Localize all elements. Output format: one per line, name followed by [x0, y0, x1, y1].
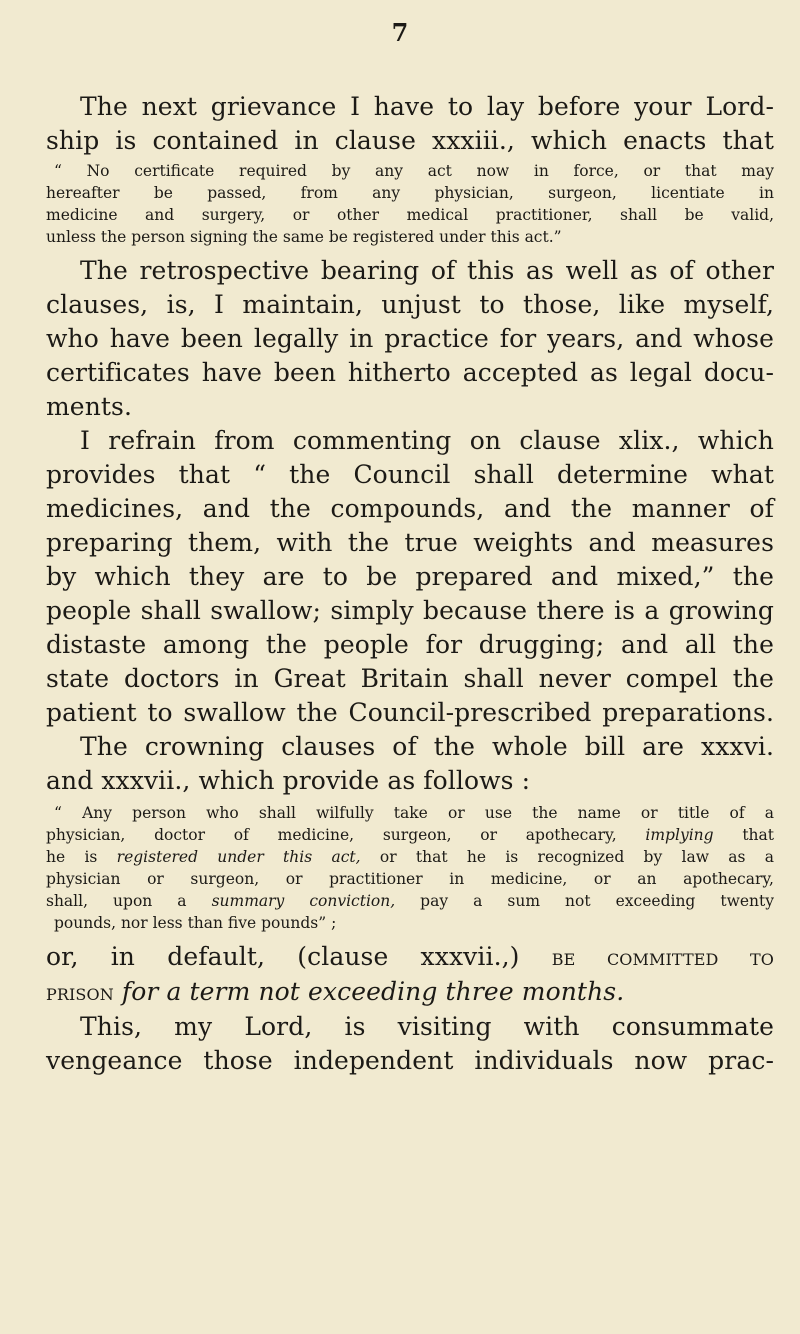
- quote-line: hereafter be passed, from any physician, surgeon, licentiate in: [46, 184, 774, 202]
- quote-line: physician or surgeon, or practitioner in medicine, or an apothecary,: [46, 870, 774, 888]
- text-line: The next grievance I have to lay before your Lord-: [80, 92, 774, 121]
- text-line: ship is contained in clause xxxiii., which enacts that: [46, 126, 774, 155]
- paragraph-1: [46, 90, 774, 158]
- text-line: The retrospective bearing of this as well as of other: [80, 256, 774, 285]
- text-line: [46, 975, 774, 1010]
- quote-text: that: [713, 826, 775, 844]
- small-caps-text: prison: [46, 980, 114, 1006]
- text-line: This, my Lord, is visiting with consummate: [80, 1012, 774, 1041]
- text-line: by which they are to be prepared and mixed,” the: [46, 562, 774, 591]
- paragraph-2: [46, 254, 774, 424]
- italic-text: for a term not exceeding three months.: [113, 977, 625, 1006]
- text-line: preparing them, with the true weights and measures: [46, 528, 774, 557]
- text-line: I refrain from commenting on clause xlix., which: [80, 426, 774, 455]
- paragraph-5: [46, 940, 774, 1010]
- quote-line: [46, 846, 774, 868]
- quote-text: he is: [46, 848, 117, 866]
- quotation-clause-xxxiii: [46, 160, 774, 248]
- page-number: 7: [391, 18, 409, 47]
- quote-line: [46, 890, 774, 912]
- quotation-clauses-xxxvi-xxxvii: [46, 802, 774, 934]
- line-text: or, in default, (clause xxxvii.,): [46, 942, 552, 971]
- quote-line: [46, 824, 774, 846]
- quote-text: physician, doctor of medicine, surgeon, or apothecary,: [46, 826, 646, 844]
- quote-text: shall, upon a: [46, 892, 212, 910]
- text-line: provides that “ the Council shall determine what: [46, 460, 774, 489]
- paragraph-6: [46, 1010, 774, 1078]
- text-line: vengeance those independent individuals now prac-: [46, 1046, 774, 1075]
- quote-text: or that he is recognized by law as a: [360, 848, 775, 866]
- quote-line: pounds, nor less than five pounds” ;: [54, 914, 337, 932]
- text-line: patient to swallow the Council-prescribed preparations.: [46, 698, 774, 727]
- text-line: who have been legally in practice for years, and whose: [46, 324, 774, 353]
- quote-line: unless the person signing the same be registered under this act.”: [46, 228, 562, 246]
- quote-italic-text: summary conviction,: [211, 892, 396, 910]
- text-line: certificates have been hitherto accepted as legal docu-: [46, 358, 774, 387]
- text-line: state doctors in Great Britain shall never compel the: [46, 664, 774, 693]
- text-line: and xxxvii., which provide as follows :: [46, 766, 531, 795]
- quote-text: pay a sum not exceeding twenty: [395, 892, 775, 910]
- text-line: ments.: [46, 392, 133, 421]
- body-text: [46, 90, 774, 1078]
- quote-line: “ Any person who shall wilfully take or use the name or title of a: [54, 804, 774, 822]
- quote-italic-text: registered under this act,: [116, 848, 361, 866]
- text-line: [46, 940, 774, 975]
- text-line: The crowning clauses of the whole bill are xxxvi.: [80, 732, 774, 761]
- quote-italic-text: implying: [645, 826, 714, 844]
- paragraph-3: [46, 424, 774, 730]
- text-line: distaste among the people for drugging; and all the: [46, 630, 774, 659]
- text-line: clauses, is, I maintain, unjust to those, like myself,: [46, 290, 774, 319]
- paragraph-4: [46, 730, 774, 798]
- text-line: people shall swallow; simply because there is a growing: [46, 596, 774, 625]
- small-caps-text: be committed to: [551, 945, 774, 971]
- quote-line: medicine and surgery, or other medical practitioner, shall be valid,: [46, 206, 774, 224]
- text-line: medicines, and the compounds, and the manner of: [46, 494, 774, 523]
- quote-line: “ No certificate required by any act now in force, or that may: [54, 162, 774, 180]
